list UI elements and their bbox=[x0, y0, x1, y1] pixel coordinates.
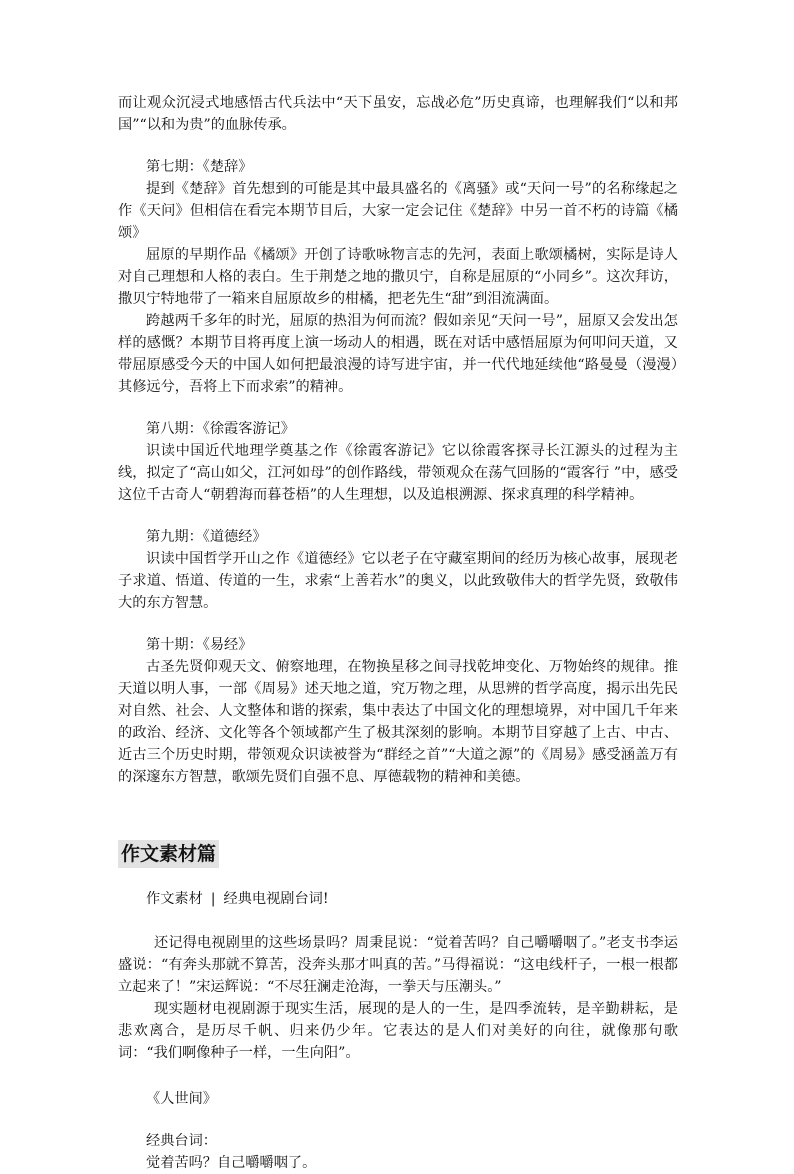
episode-10-title: 第十期：《易经》 bbox=[146, 637, 253, 653]
document-page bbox=[118, 92, 678, 1174]
episode-7-paragraph-3: 跨越两千多年的时光，屈原的热泪为何而流？假如亲见“天问一号”，屈原又会发出怎样的感慨？本期节目将再度上演一场动人的相遇，既在对话中感悟屈原为何叩问天道，又带屈原感受今天的中国人如何把最浪漫的诗写进宇宙，并一代代地延续他“路曼曼（漫漫）其修远兮，吾将上下而求索”的精神。 bbox=[118, 313, 678, 395]
episode-8-title: 第八期：《徐霞客游记》 bbox=[146, 421, 295, 437]
section-paragraph-1: 还记得电视剧里的这些场景吗？周秉昆说：“觉着苦吗？自己嚼嚼咽了。”老支书李运盛说：“有奔头那就不算苦，没奔头那才叫真的苦。”马得福说：“这电线杆子，一根一根都立起来了！”宋运辉说：“不尽狂澜走沧海，一拳天与压潮头。” bbox=[118, 935, 678, 995]
section-heading: 作文素材篇 bbox=[118, 840, 219, 868]
episode-8-paragraph-1: 识读中国近代地理学奠基之作《徐霞客游记》它以徐霞客探寻长江源头的过程为主线，拟定了“高山如父，江河如母”的创作路线，带领观众在荡气回肠的“霞客行 ”中，感受这位千古奇人“朝碧海而暮苍梧”的人生理想，以及追根溯源、探求真理的科学精神。 bbox=[118, 443, 678, 503]
episode-7-paragraph-1: 提到《楚辞》首先想到的可能是其中最具盛名的《离骚》或“天问一号”的名称缘起之作《天问》但相信在看完本期节目后，大家一定会记住《楚辞》中另一首不朽的诗篇《橘颂》 bbox=[118, 181, 678, 241]
subtitle-separator: | bbox=[210, 891, 216, 907]
episode-7-paragraph-2: 屈原的早期作品《橘颂》开创了诗歌咏物言志的先河，表面上歌颂橘树，实际是诗人对自己理想和人格的表白。生于荆楚之地的撒贝宁，自称是屈原的“小同乡”。这次拜访，撒贝宁特地带了一箱来自屈原故乡的柑橘，把老先生“甜”到泪流满面。 bbox=[118, 247, 678, 307]
drama-title: 《人世间》 bbox=[146, 1091, 217, 1107]
quote-label: 经典台词： bbox=[146, 1133, 217, 1149]
subtitle-left: 作文素材 bbox=[146, 891, 203, 907]
episode-10-paragraph-1: 古圣先贤仰观天文、俯察地理，在物换星移之间寻找乾坤变化、万物始终的规律。推天道以明人事，一部《周易》述天地之道，究万物之理，从思辨的哲学高度，揭示出先民对自然、社会、人文整体和谐的探索，集中表达了中国文化的理想境界，对中国几千年来的政治、经济、文化等各个领域都产生了极其深刻的影响。本期节目穿越了上古、中古、近古三个历史时期，带领观众识读被誉为“群经之首”“大道之源”的《周易》感受涵盖万有的深邃东方智慧，歌颂先贤们自强不息、厚德载物的精神和美德。 bbox=[118, 659, 678, 785]
episode-9-title: 第九期：《道德经》 bbox=[146, 529, 267, 545]
intro-tail-paragraph: 而让观众沉浸式地感悟古代兵法中“天下虽安，忘战必危”历史真谛，也理解我们“以和邦国”“以和为贵”的血脉传承。 bbox=[118, 95, 678, 133]
quote-text: 觉着苦吗？自己嚼嚼咽了。 bbox=[146, 1155, 317, 1171]
episode-7-title: 第七期：《楚辞》 bbox=[146, 159, 253, 175]
subtitle-right: 经典电视剧台词! bbox=[223, 891, 329, 907]
section-subtitle bbox=[118, 888, 678, 910]
episode-9-paragraph-1: 识读中国哲学开山之作《道德经》它以老子在守藏室期间的经历为核心故事，展现老子求道、悟道、传道的一生，求索“上善若水”的奥义，以此致敬伟大的哲学先贤，致敬伟大的东方智慧。 bbox=[118, 551, 678, 611]
section-paragraph-2: 现实题材电视剧源于现实生活，展现的是人的一生，是四季流转，是辛勤耕耘，是悲欢离合，是历尽千帆、归来仍少年。它表达的是人们对美好的向往，就像那句歌词：“我们啊像种子一样，一生向阳”。 bbox=[118, 1001, 678, 1061]
